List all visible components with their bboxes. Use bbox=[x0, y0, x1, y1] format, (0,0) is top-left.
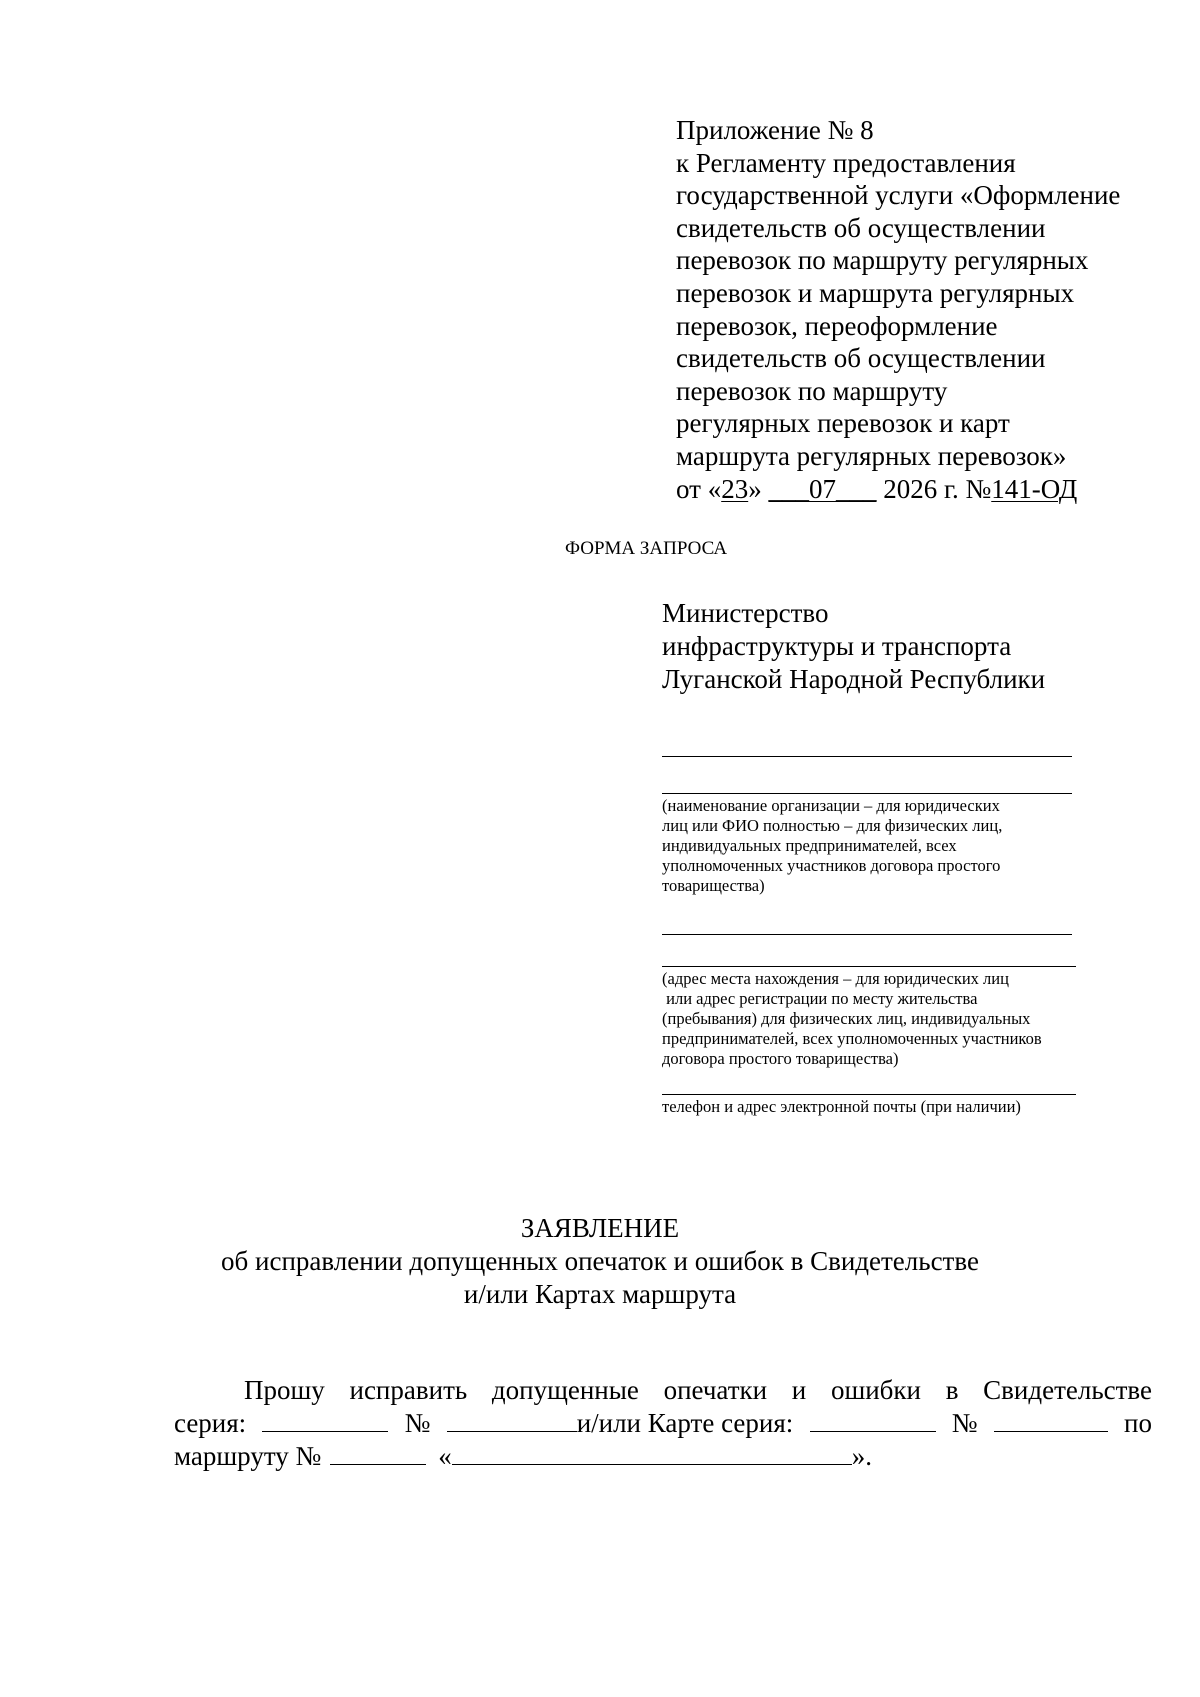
appendix-line: свидетельств об осуществлении bbox=[676, 343, 1046, 374]
contacts-fill-line[interactable] bbox=[662, 1094, 1076, 1095]
number-sign: № bbox=[404, 1408, 431, 1438]
organization-fill-line-2[interactable] bbox=[662, 793, 1072, 794]
appendix-line: свидетельств об осуществлении bbox=[676, 212, 1046, 243]
word: допущенные bbox=[491, 1375, 639, 1405]
statement-title: ЗАЯВЛЕНИЕ bbox=[520, 1213, 680, 1243]
contacts-hint bbox=[662, 1097, 1021, 1117]
statement-title-block bbox=[0, 1212, 1200, 1311]
organization-fill-line-1[interactable] bbox=[662, 756, 1072, 757]
statement-subtitle-1: об исправлении допущенных опечаток и ошибок в Свидетельстве bbox=[221, 1246, 979, 1276]
order-number: 141-ОД bbox=[991, 473, 1078, 504]
statement-subtitle-2: и/или Картах маршрута bbox=[463, 1279, 737, 1309]
certificate-number-field[interactable] bbox=[447, 1409, 577, 1432]
certificate-series-field[interactable] bbox=[262, 1409, 388, 1432]
appendix-line: перевозок и маршрута регулярных bbox=[676, 277, 1075, 308]
appendix-date-line bbox=[676, 473, 1176, 506]
certificate-number-group bbox=[447, 1407, 794, 1440]
route-name-field[interactable] bbox=[452, 1442, 852, 1465]
addressee-line: инфраструктуры и транспорта bbox=[662, 631, 1012, 661]
hint-line: телефон и адрес электронной почты (при наличии) bbox=[662, 1097, 1021, 1116]
date-month: ___07___ bbox=[768, 473, 877, 504]
date-day: 23 bbox=[721, 473, 749, 504]
request-paragraph bbox=[174, 1374, 1152, 1473]
date-prefix: от « bbox=[676, 473, 722, 504]
appendix-line: регулярных перевозок и карт bbox=[676, 408, 1010, 439]
date-year: 2026 г. № bbox=[876, 473, 992, 504]
paragraph-row-1 bbox=[174, 1374, 1152, 1407]
hint-line: индивидуальных предпринимателей, всех bbox=[662, 836, 957, 855]
addressee-line: Министерство bbox=[662, 598, 829, 628]
word: и bbox=[791, 1375, 807, 1405]
address-fill-line-2[interactable] bbox=[662, 966, 1076, 967]
hint-line: (адрес места нахождения – для юридических лиц bbox=[662, 969, 1009, 988]
hint-line: товарищества) bbox=[662, 876, 765, 895]
hint-line: уполномоченных участников договора простого bbox=[662, 856, 1001, 875]
quote-close: ». bbox=[851, 1441, 873, 1471]
appendix-header bbox=[676, 114, 1176, 505]
appendix-line: государственной услуги «Оформление bbox=[676, 180, 1121, 211]
paragraph-row-2 bbox=[174, 1407, 1152, 1440]
address-fill-line-1[interactable] bbox=[662, 934, 1072, 935]
hint-line: предпринимателей, всех уполномоченных участников bbox=[662, 1029, 1042, 1048]
word: ошибки bbox=[830, 1375, 921, 1405]
form-label: ФОРМА ЗАПРОСА bbox=[565, 538, 728, 559]
card-number-field[interactable] bbox=[994, 1409, 1108, 1432]
addressee-line: Луганской Народной Республики bbox=[662, 664, 1046, 694]
hint-line: договора простого товарищества) bbox=[662, 1049, 899, 1068]
appendix-line: перевозок, переоформление bbox=[676, 310, 998, 341]
card-series-field[interactable] bbox=[810, 1409, 936, 1432]
hint-line: (наименование организации – для юридических bbox=[662, 796, 1000, 815]
number-sign: № bbox=[951, 1408, 978, 1438]
po-label: по bbox=[1124, 1408, 1152, 1438]
series-label: серия: bbox=[174, 1408, 247, 1438]
appendix-line: маршрута регулярных перевозок» bbox=[676, 440, 1067, 471]
appendix-line: перевозок по маршруту bbox=[676, 375, 948, 406]
appendix-line: к Регламенту предоставления bbox=[676, 147, 1016, 178]
word: опечатки bbox=[663, 1375, 768, 1405]
paragraph-row-3 bbox=[174, 1440, 1152, 1473]
word: Прошу bbox=[244, 1375, 325, 1405]
hint-line: лиц или ФИО полностью – для физических лиц, bbox=[662, 816, 1003, 835]
addressee-block bbox=[662, 597, 1045, 696]
address-hint bbox=[662, 969, 1042, 1069]
hint-line: (пребывания) для физических лиц, индивидуальных bbox=[662, 1009, 1031, 1028]
word: исправить bbox=[349, 1375, 468, 1405]
route-number-field[interactable] bbox=[330, 1442, 426, 1465]
or-card-label: и/или Карте серия: bbox=[576, 1408, 794, 1438]
date-mid: » bbox=[748, 473, 769, 504]
quote-open: « bbox=[438, 1441, 452, 1471]
word: Свидетельстве bbox=[983, 1375, 1152, 1405]
word: в bbox=[945, 1375, 959, 1405]
hint-line: или адрес регистрации по месту жительства bbox=[662, 989, 978, 1008]
appendix-line: перевозок по маршруту регулярных bbox=[676, 245, 1089, 276]
organization-hint bbox=[662, 796, 1002, 896]
route-label: маршруту № bbox=[174, 1441, 322, 1471]
appendix-line: Приложение № 8 bbox=[676, 115, 874, 145]
